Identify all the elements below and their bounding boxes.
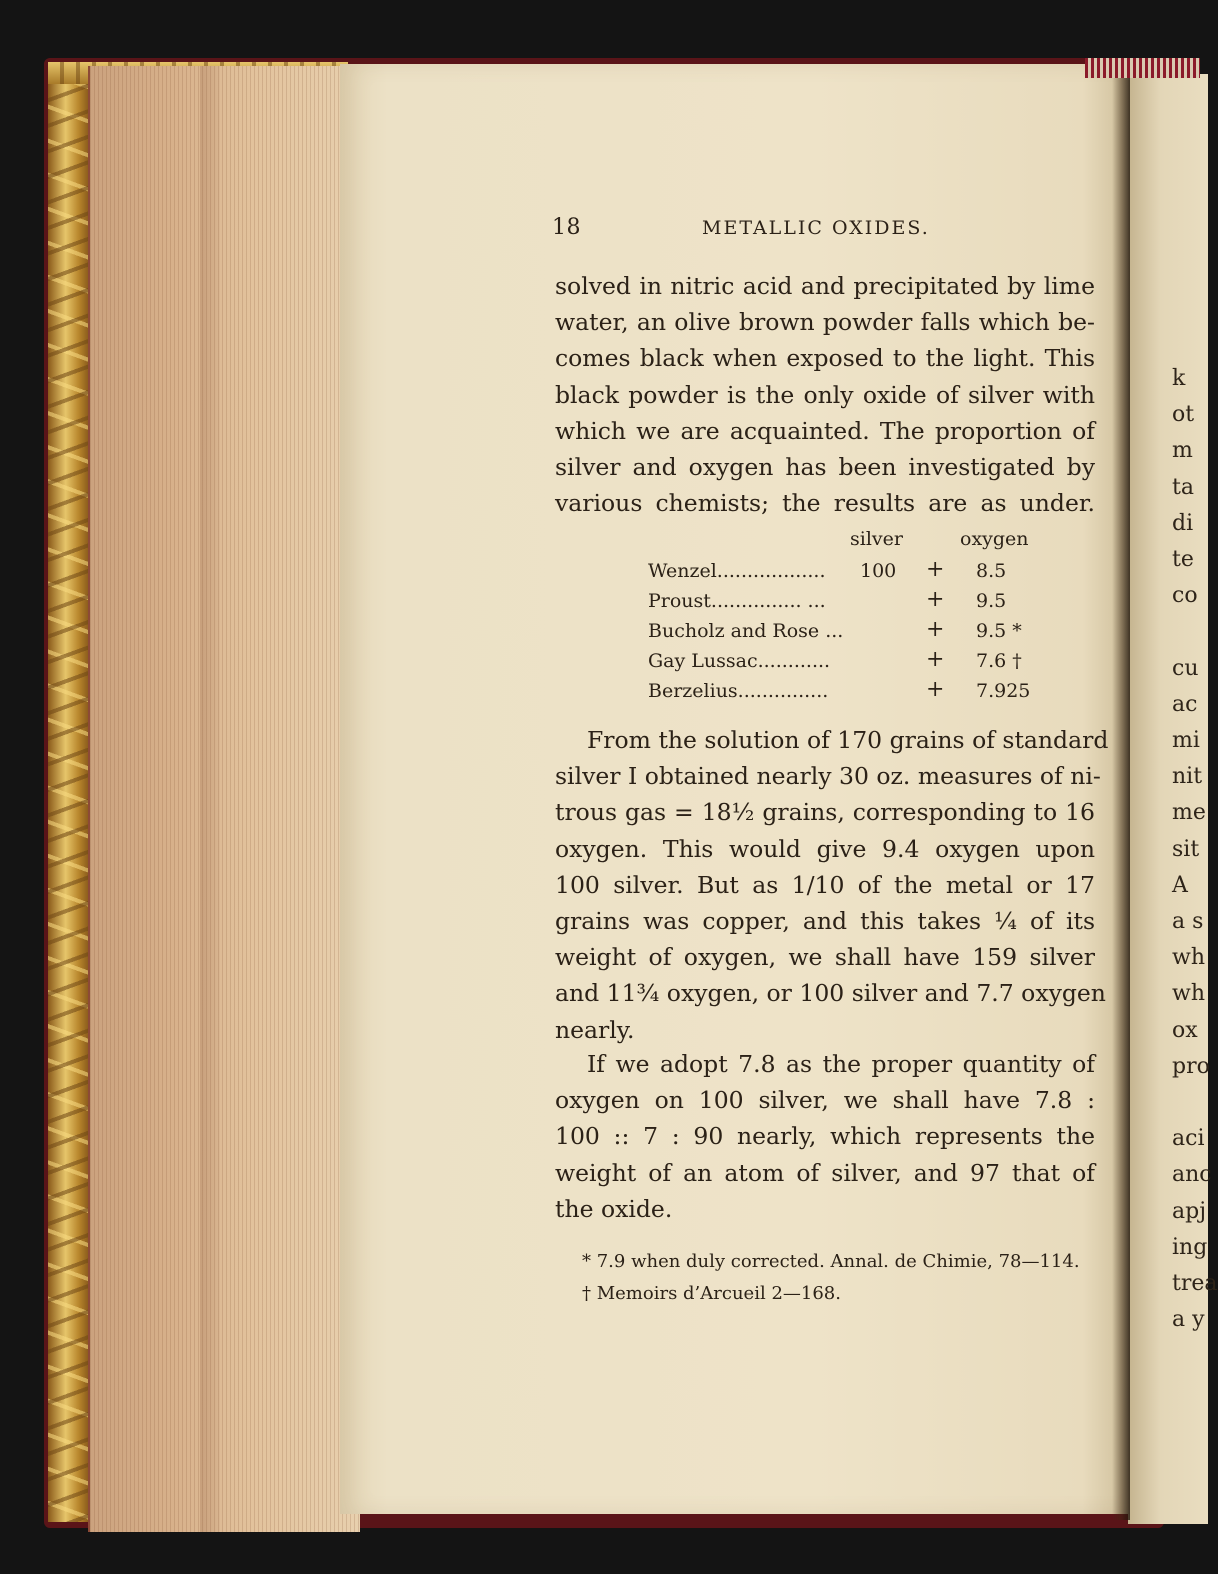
oxygen-value: 9.5 — [976, 590, 1007, 612]
oxygen-value: 9.5 * — [976, 620, 1022, 642]
plus-sign: + — [926, 617, 945, 642]
facing-page-fragment: wh — [1172, 981, 1205, 1007]
page-header — [552, 215, 1112, 247]
header-oxygen: oxygen — [960, 528, 1029, 550]
page-number: 18 — [552, 215, 581, 240]
text-line: From the solution of 170 grains of standard — [587, 726, 1109, 754]
plus-sign: + — [926, 587, 945, 612]
paragraph-2 — [555, 722, 1109, 1048]
text-line: various chemists; the results are as under. — [555, 489, 1095, 518]
footnotes — [582, 1246, 1122, 1310]
facing-page-fragment: apj — [1172, 1198, 1207, 1224]
chemist-name: Proust............... ... — [648, 590, 826, 612]
text-line: silver and oxygen has been investigated by — [555, 453, 1095, 482]
oxygen-value: 7.925 — [976, 680, 1031, 702]
facing-page-fragment: mi — [1172, 728, 1200, 753]
text-line: trous gas = 18½ grains, corresponding to 16 — [555, 798, 1095, 827]
facing-page-fragment: cu — [1172, 655, 1199, 681]
text-line: silver I obtained nearly 30 oz. measures of ni- — [555, 762, 1101, 791]
paragraph-1 — [555, 268, 1095, 521]
facing-page-fragment: ox — [1172, 1017, 1198, 1043]
facing-page-fragment: wh — [1172, 945, 1205, 971]
facing-page-fragment: pro — [1172, 1053, 1210, 1079]
page-block-edge — [88, 66, 360, 1532]
chemist-name: Wenzel.................. — [648, 560, 826, 582]
text-line: comes black when exposed to the light. This — [555, 344, 1095, 373]
facing-page-fragment: ta — [1172, 474, 1194, 500]
facing-page-fragment: nit — [1172, 764, 1203, 790]
text-line: nearly. — [555, 1015, 635, 1044]
facing-page-fragment: me — [1172, 800, 1206, 826]
page-block-shadow — [200, 66, 220, 1532]
facing-page-fragment: ing — [1172, 1234, 1208, 1260]
text-line: grains was copper, and this takes ¼ of its — [555, 907, 1095, 936]
table-row — [648, 557, 1048, 590]
plus-sign: + — [926, 677, 945, 702]
text-line: and 11¾ oxygen, or 100 silver and 7.7 oxygen — [555, 979, 1106, 1008]
text-line: weight of oxygen, we shall have 159 silver — [555, 943, 1095, 972]
text-line: oxygen. This would give 9.4 oxygen upon — [555, 834, 1095, 863]
gilt-ornament-border — [48, 62, 92, 1522]
footnote: † Memoirs d’Arcueil 2—168. — [582, 1283, 841, 1304]
facing-page-fragment: a s — [1172, 909, 1204, 934]
header-silver: silver — [850, 528, 903, 550]
facing-page-fragment: m — [1172, 438, 1193, 464]
facing-page-fragment: anc — [1172, 1162, 1212, 1188]
facing-page-fragment: ot — [1172, 402, 1195, 428]
chemist-name: Bucholz and Rose ... — [648, 620, 844, 642]
table-row — [648, 647, 1048, 680]
facing-page-fragment: co — [1172, 583, 1198, 609]
paragraph-3 — [555, 1046, 1095, 1227]
facing-page-fragment: A — [1172, 872, 1188, 898]
text-line: 100 silver. But as 1/10 of the metal or 17 — [555, 870, 1095, 899]
headband-ribbon — [1085, 58, 1200, 78]
facing-page-fragment: sit — [1172, 836, 1200, 862]
text-line: the oxide. — [555, 1194, 673, 1223]
plus-sign: + — [926, 557, 945, 582]
footnote: * 7.9 when duly corrected. Annal. de Chimie, 78—114. — [582, 1251, 1080, 1272]
text-line: water, an olive brown powder falls which be- — [555, 308, 1095, 337]
table-row — [648, 587, 1048, 620]
silver-value: 100 — [860, 560, 897, 582]
text-line: oxygen on 100 silver, we shall have 7.8 : — [555, 1086, 1095, 1115]
facing-page-fragment: a y — [1172, 1307, 1205, 1333]
text-line: which we are acquainted. The proportion of — [555, 416, 1095, 445]
table-row — [648, 617, 1048, 650]
facing-page-fragment: trea — [1172, 1271, 1218, 1296]
table-row — [648, 677, 1048, 710]
facing-page-fragment: te — [1172, 547, 1194, 572]
running-title: METALLIC OXIDES. — [702, 217, 930, 239]
text-line: weight of an atom of silver, and 97 that of — [555, 1158, 1095, 1187]
oxygen-value: 7.6 † — [976, 650, 1022, 672]
text-line: If we adopt 7.8 as the proper quantity of — [587, 1050, 1095, 1078]
oxygen-value: 8.5 — [976, 560, 1007, 582]
facing-page-fragment: di — [1172, 510, 1194, 536]
text-line: 100 :: 7 : 90 nearly, which represents the — [555, 1122, 1095, 1151]
facing-page-fragment: k — [1172, 366, 1186, 391]
facing-page-fragment: ac — [1172, 691, 1198, 717]
plus-sign: + — [926, 647, 945, 672]
text-line: black powder is the only oxide of silver with — [555, 380, 1095, 409]
text-line: solved in nitric acid and precipitated by lime — [555, 272, 1095, 300]
chemist-name: Berzelius............... — [648, 680, 829, 702]
facing-page-fragment: aci — [1172, 1126, 1205, 1152]
chemist-name: Gay Lussac............ — [648, 650, 831, 672]
